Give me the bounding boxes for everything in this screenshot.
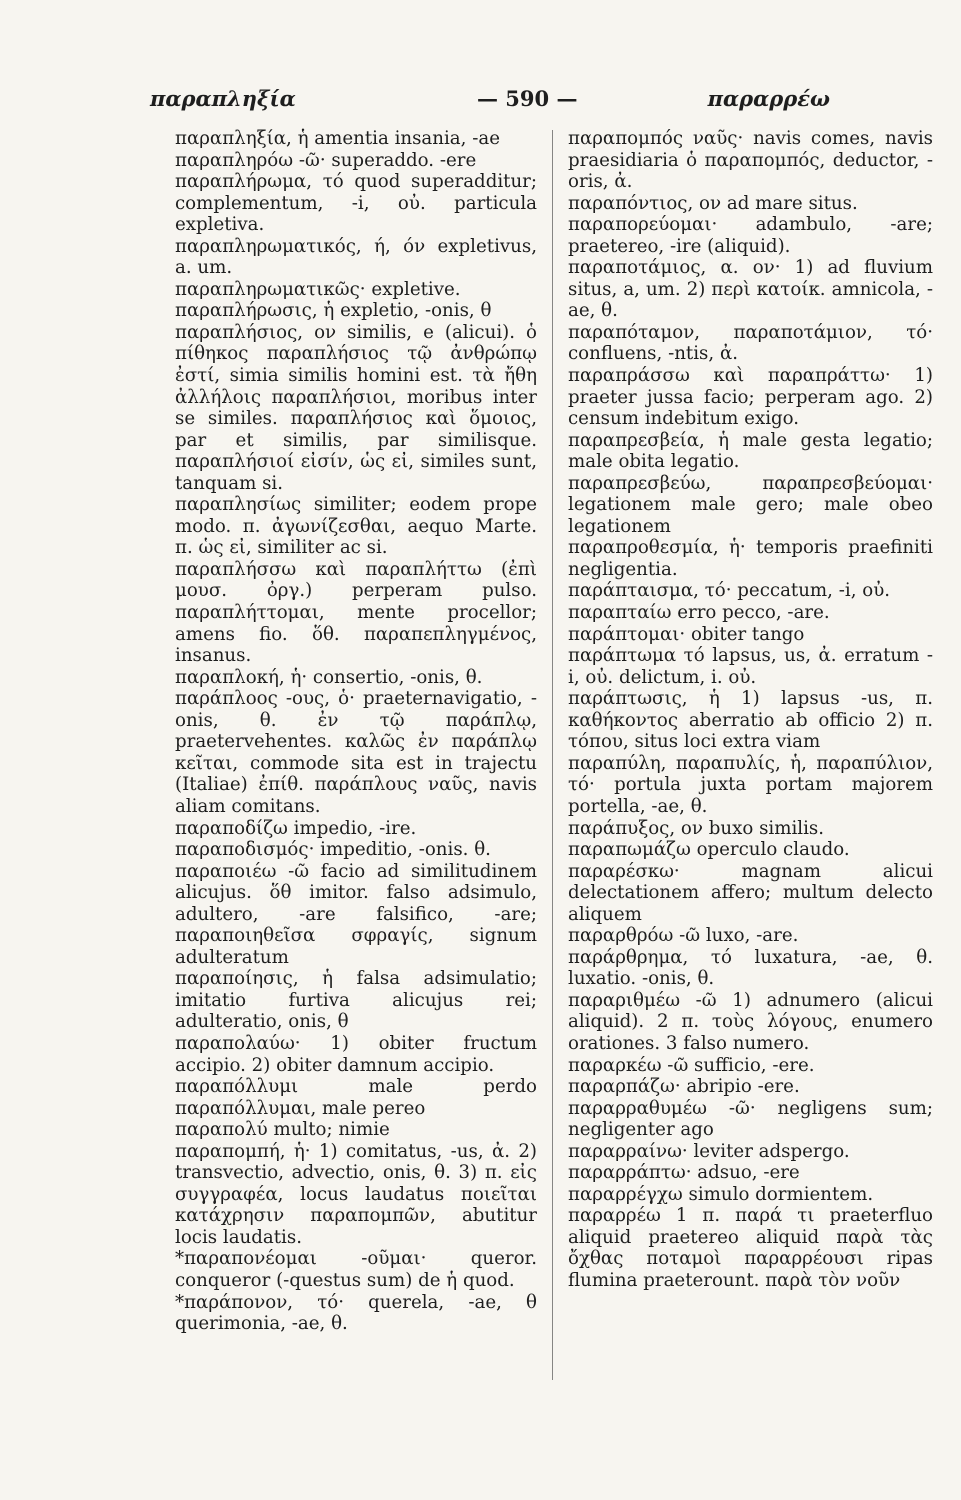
dictionary-entry: παραπλήρωμα, τό quod superadditur; complementum, -i, οὐ. particula expletiva. [175,171,537,236]
dictionary-entry: παραπύλη, παραπυλίς, ἡ, παραπύλιον, τό· portula juxta portam majorem portella, -ae, θ. [568,752,933,817]
header-right-catchword: παραρρέω [707,86,830,111]
dictionary-entry: παραρέσκω· magnam alicui delectationem affero; multum delecto aliquem [568,860,933,925]
dictionary-entry: παραρρέω 1 π. παρά τι praeterfluo aliquid praetereo aliquid παρὰ τὰς ὄχθας ποταμοὶ παραρρέουσι ripas flumina praeterount. παρὰ τὸν νοῦν [568,1205,933,1291]
header-left-catchword: παραπληξία [150,86,296,111]
dictionary-entry: παραπόταμον, παραποτάμιον, τό· confluens, -ntis, ἀ. [568,321,933,365]
dictionary-entry: παραπορεύομαι· adambulo, -are; praetereo, -ire (aliquid). [568,214,933,257]
dictionary-entry: *παράπονον, τό· querela, -ae, θ querimonia, -ae, θ. [175,1291,537,1335]
dictionary-entry: *παραπονέομαι -οῦμαι· queror. conqueror (-questus sum) de ἡ quod. [175,1248,537,1291]
dictionary-entry: παραπρεσβεία, ἡ male gesta legatio; male obita legatio. [568,429,933,473]
dictionary-entry: παράπτομαι· obiter tango [568,623,805,645]
dictionary-entry: παραπλοκή, ἡ· consertio, -onis, θ. [175,666,483,688]
dictionary-entry: παραπληξία, ἡ amentia insania, -ae [175,128,500,149]
dictionary-entry: παραρπάζω· abripio -ere. [568,1076,800,1098]
dictionary-entry: παραρραίνω· leviter adspergo. [568,1140,850,1162]
dictionary-entry: παραπλήσσω καὶ παραπλήττω (ἐπὶ μουσ. ὀργ.) perperam pulso. παραπλήττομαι, mente procellor; amens fio. ὅθ. παραπεπληγμένος, insanus. [175,558,537,667]
dictionary-entry: παραπροθεσμία, ἡ· temporis praefiniti negligentia. [568,537,933,580]
dictionary-entry: παραπολύ multo; nimie [175,1119,390,1141]
dictionary-entry: παραριθμέω -ῶ 1) adnumero (alicui aliquid). 2 π. τοὺς λόγους, enumero orationes. 3 falso numero. [568,989,933,1054]
dictionary-entry: παραπομπός ναῦς· navis comes, navis praesidiaria ὁ παραπομπός, deductor, -oris, ἀ. [568,128,933,193]
dictionary-entry: παραποτάμιος, α. ον· 1) ad fluvium situs, a, um. 2) περὶ κατοίκ. amnicola, -ae, θ. [568,257,933,322]
dictionary-entry: παραποδισμός· impeditio, -onis. θ. [175,839,491,861]
dictionary-entry: παραπλησίως similiter; eodem prope modo. π. ἀγωνίζεσθαι, aequo Marte. π. ὡς εἰ, similiter ac si. [175,494,537,559]
dictionary-entry: παράρθρημα, τό luxatura, -ae, θ. luxatio. -onis, θ. [568,946,933,990]
dictionary-entry: παραπόλλυμι male perdo παραπόλλυμαι, male pereo [175,1076,537,1119]
dictionary-entry: παραπταίω erro pecco, -are. [568,602,830,624]
dictionary-entry: παραπομπή, ἡ· 1) comitatus, -us, ἀ. 2) transvectio, advectio, onis, θ. 3) π. εἰς συγγραφέα, locus laudatus ποιεῖται κατάχρησιν παραπομπῶν, abutitur locis laudatis. [175,1140,537,1248]
dictionary-entry: παραπόντιος, ον ad mare situs. [568,192,858,214]
left-column [175,128,537,1335]
right-column [568,128,933,1292]
dictionary-entry: παραπωμάζω operculo claudo. [568,839,850,861]
column-divider [552,130,553,1380]
dictionary-entry: παράπλοος -ους, ὁ· praeternavigatio, -onis, θ. ἐν τῷ παράπλῳ, praetervehentes. καλῶς ἐν παράπλῳ κεῖται, commode sita est in trajectu (Italiae) ἐπίθ. παράπλους ναῦς, navis aliam comitans. [175,688,537,817]
page-header [150,86,830,116]
dictionary-entry: παράπυξος, ον buxo similis. [568,817,825,839]
dictionary-entry: παράπτωμα τό lapsus, us, ἀ. erratum -i, οὐ. delictum, i. οὐ. [568,645,933,688]
dictionary-entry: παραρραθυμέω -ῶ· negligens sum; negligenter ago [568,1097,933,1141]
dictionary-entry: παραποίησις, ἡ falsa adsimulatio; imitatio furtiva alicujus rei; adulteratio, onis, θ [175,968,537,1033]
dictionary-entry: παραρράπτω· adsuo, -ere [568,1162,800,1184]
dictionary-entry: παράπταισμα, τό· peccatum, -i, οὐ. [568,580,891,602]
page-number: — 590 — [477,86,578,111]
dictionary-entry: παραρρέγχω simulo dormientem. [568,1183,874,1205]
dictionary-entry: παραρκέω -ῶ sufficio, -ere. [568,1054,815,1076]
dictionary-entry: παραπράσσω καὶ παραπράττω· 1) praeter jussa facio; perperam ago. 2) censum indebitum exigo. [568,365,933,430]
dictionary-entry: παραπολαύω· 1) obiter fructum accipio. 2) obiter damnum accipio. [175,1032,537,1076]
dictionary-entry: παραποδίζω impedio, -ire. [175,817,417,839]
dictionary-entry: παράπτωσις, ἡ 1) lapsus -us, π. καθήκοντος aberratio ab officio 2) π. τόπου, situs loci extra viam [568,688,933,753]
dictionary-entry: παραπληρωματικός, ή, όν expletivus, a. um. [175,235,537,279]
dictionary-entry: παραρθρόω -ῶ luxo, -are. [568,925,799,947]
dictionary-entry: παραπρεσβεύω, παραπρεσβεύομαι· legationem male gero; male obeo legationem [568,472,933,537]
dictionary-entry: παραπληρόω -ῶ· superaddo. -ere [175,149,477,171]
dictionary-entry: παραποιέω -ῶ facio ad similitudinem alicujus. ὅθ imitor. falso adsimulo, adultero, -are falsifico, -are; παραποιηθεῖσα σφραγίς, signum adulteratum [175,860,537,968]
dictionary-entry: παραπλήσιος, ον similis, e (alicui). ὁ πίθηκος παραπλήσιος τῷ ἀνθρώπῳ ἐστί, simia similis homini est. τὰ ἤθη ἀλλήλοις παραπλήσιοι, moribus inter se similes. παραπλήσιος καὶ ὅμοιος, par et similis, par similisque. παραπλήσιοί εἰσίν, ὡς εἰ, similes sunt, tanquam si. [175,321,537,494]
dictionary-entry: παραπλήρωσις, ἡ expletio, -onis, θ [175,300,492,322]
dictionary-entry: παραπληρωματικῶς· expletive. [175,278,461,300]
